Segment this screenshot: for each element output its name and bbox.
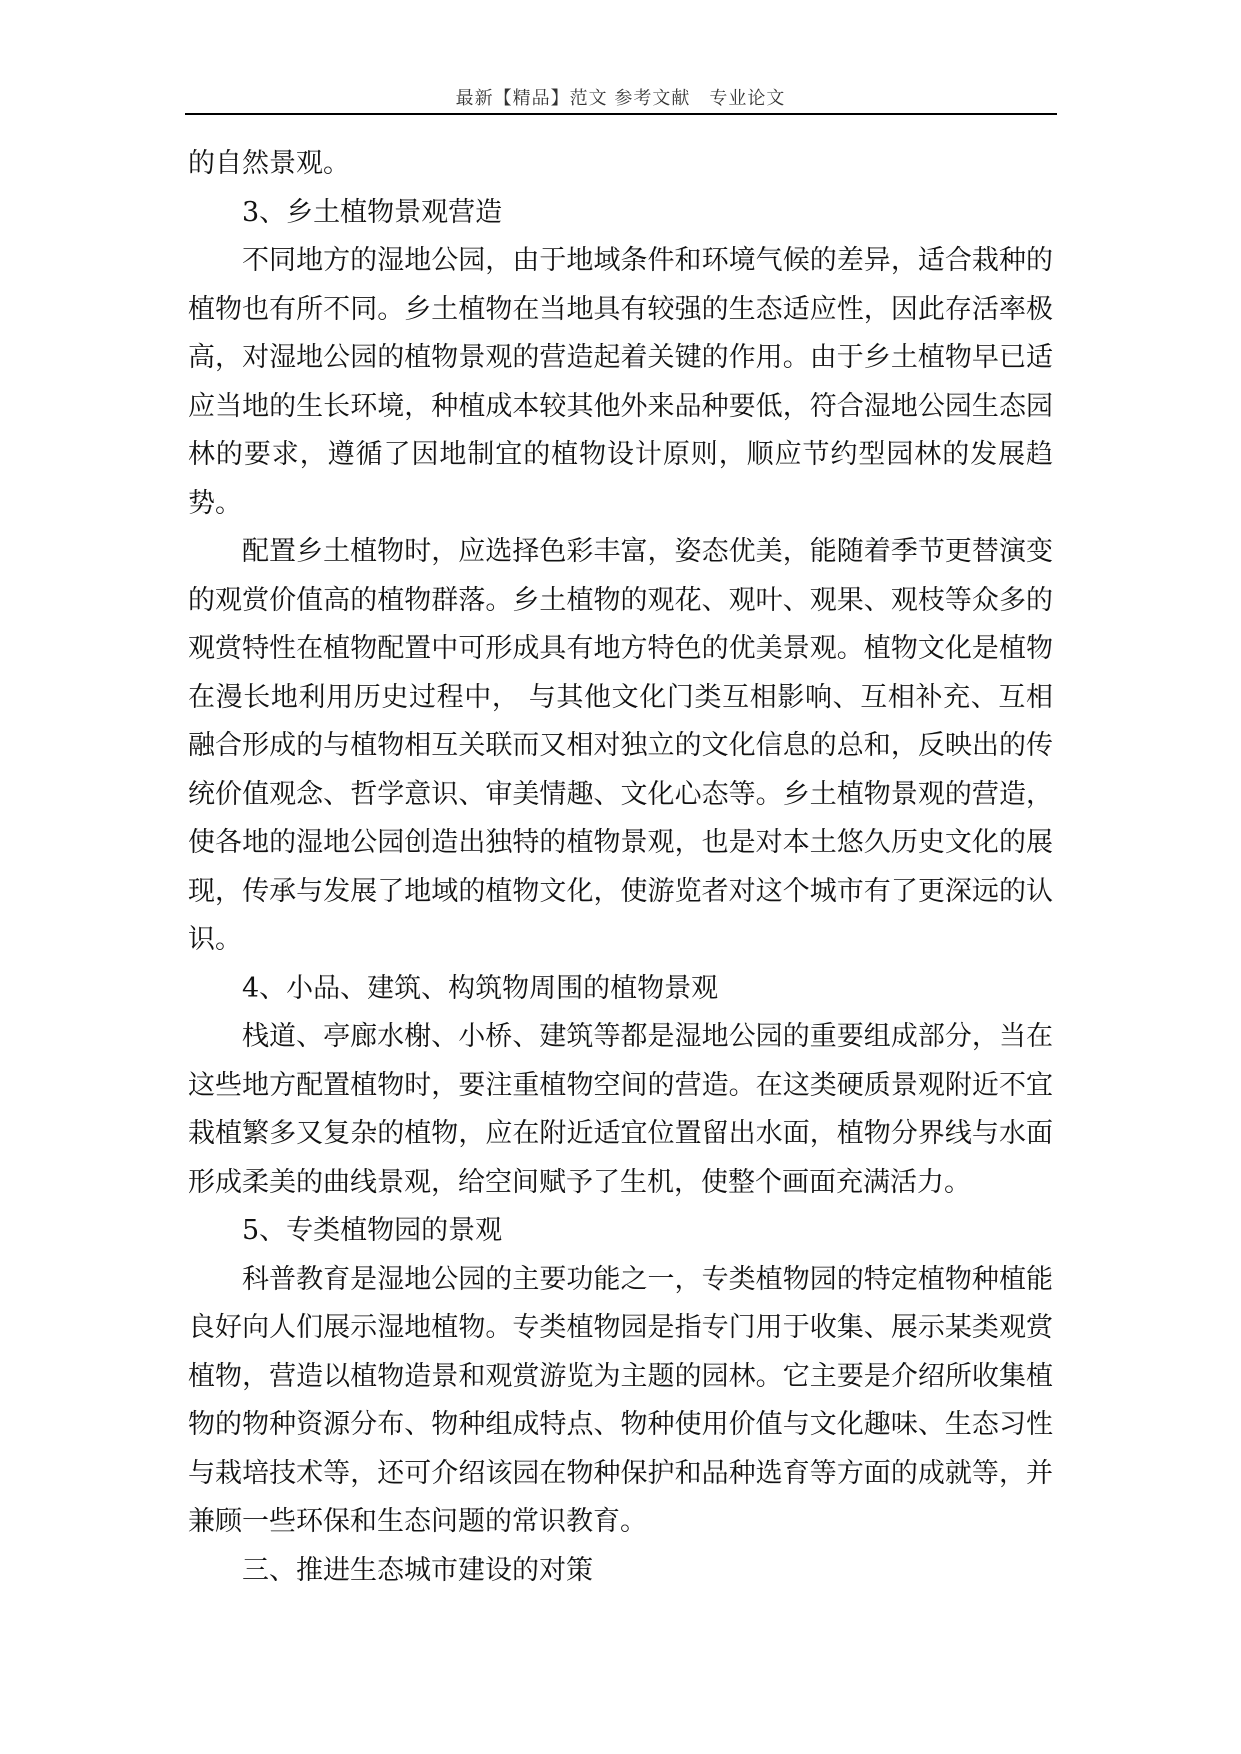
paragraph-continuation: 的自然景观。 [188, 148, 350, 179]
paragraph: 配置乡土植物时，应选择色彩丰富，姿态优美，能随着季节更替演变的观赏价值高的植物群落。乡土植物的观花、观叶、观果、观枝等众多的观赏特性在植物配置中可形成具有地方特色的优美景观。植物文化是植物在漫长地利用历史过程中， 与其他文化门类互相影响、互相补充、互相融合形成的与植物相互关联而又相对独立的文化信息的总和，反映出的传统价值观念、哲学意识、审美情趣、文化心态等。乡土植物景观的营造，使各地的湿地公园创造出独特的植物景观，也是对本土悠久历史文化的展现，传承与发展了地域的植物文化，使游览者对这个城市有了更深远的认识。 [188, 536, 1053, 955]
section-heading-3: 3、乡土植物景观营造 [242, 196, 503, 228]
paragraph: 不同地方的湿地公园，由于地域条件和环境气候的差异，适合栽种的植物也有所不同。乡土植物在当地具有较强的生态适应性，因此存活率极高，对湿地公园的植物景观的营造起着关键的作用。由于乡土植物早已适应当地的生长环境，种植成本较其他外来品种要低，符合湿地公园生态园林的要求，遵循了因地制宜的植物设计原则，顺应节约型园林的发展趋势。 [188, 245, 1053, 519]
section-heading-4: 4、小品、建筑、构筑物周围的植物景观 [242, 972, 719, 1004]
paragraph: 科普教育是湿地公园的主要功能之一，专类植物园的特定植物种植能良好向人们展示湿地植物。专类植物园是指专门用于收集、展示某类观赏植物，营造以植物造景和观赏游览为主题的园林。它主要是介绍所收集植物的物种资源分布、物种组成特点、物种使用价值与文化趣味、生态习性与栽培技术等，还可介绍该园在物种保护和品种选育等方面的成就等，并兼顾一些环保和生态问题的常识教育。 [188, 1263, 1053, 1537]
page-header: 最新【精品】范文 参考文献 专业论文 [455, 88, 786, 109]
header-divider [185, 113, 1057, 115]
chapter-heading: 三、推进生态城市建设的对策 [242, 1554, 593, 1586]
document-body [188, 140, 1053, 1595]
section-heading-5: 5、专类植物园的景观 [242, 1215, 503, 1246]
paragraph: 栈道、亭廊水榭、小桥、建筑等都是湿地公园的重要组成部分，当在这些地方配置植物时，要注重植物空间的营造。在这类硬质景观附近不宜栽植繁多又复杂的植物，应在附近适宜位置留出水面，植物分界线与水面形成柔美的曲线景观，给空间赋予了生机，使整个画面充满活力。 [188, 1021, 1053, 1198]
